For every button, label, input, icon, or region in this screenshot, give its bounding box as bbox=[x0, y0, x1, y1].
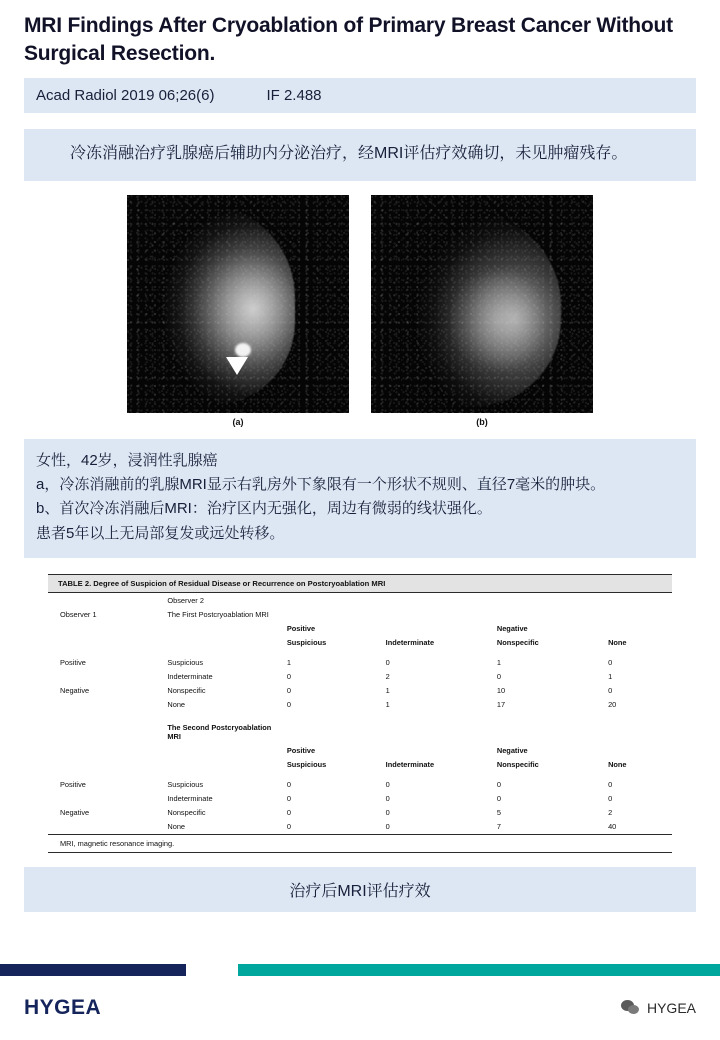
cell: 2 bbox=[608, 808, 613, 818]
wechat-icon bbox=[621, 1000, 640, 1016]
cell: 0 bbox=[286, 780, 291, 790]
journal-citation: Acad Radiol 2019 06;26(6) bbox=[36, 87, 215, 105]
bar-teal bbox=[238, 964, 720, 976]
table-row bbox=[48, 778, 672, 792]
table-row bbox=[48, 758, 672, 772]
cell: 0 bbox=[286, 685, 291, 695]
table-row bbox=[48, 621, 672, 635]
cell: 10 bbox=[496, 685, 506, 695]
row-observer: Positive bbox=[60, 780, 86, 790]
cell: 0 bbox=[385, 657, 390, 667]
figure-b-label: (b) bbox=[476, 416, 488, 427]
col-nonspecific: Nonspecific bbox=[496, 637, 539, 647]
journal-bar bbox=[24, 78, 696, 113]
arrow-pointer-icon bbox=[226, 357, 248, 375]
figure-a bbox=[127, 195, 349, 427]
cell: 0 bbox=[286, 822, 291, 832]
cell: 1 bbox=[608, 671, 613, 681]
cell: 0 bbox=[496, 794, 501, 804]
bar-navy bbox=[0, 964, 186, 976]
row-observer: Negative bbox=[60, 685, 90, 695]
row-category: Indeterminate bbox=[167, 671, 213, 681]
cell: 1 bbox=[496, 657, 501, 667]
cell: 1 bbox=[286, 657, 291, 667]
table-row bbox=[48, 792, 672, 806]
cell: 0 bbox=[385, 808, 390, 818]
cell: 1 bbox=[385, 699, 390, 709]
page-footer bbox=[0, 976, 720, 1040]
cell: 0 bbox=[286, 808, 291, 818]
cell: 0 bbox=[496, 780, 501, 790]
row-category: Indeterminate bbox=[167, 794, 213, 804]
cell: 0 bbox=[608, 794, 613, 804]
bar-gap bbox=[186, 964, 238, 976]
row-observer bbox=[48, 669, 165, 683]
mri-image-a bbox=[127, 195, 349, 413]
figure-row bbox=[24, 195, 696, 427]
table-footnote: MRI, magnetic resonance imaging. bbox=[48, 834, 672, 852]
summary-banner: 治疗后MRI评估疗效 bbox=[24, 867, 696, 912]
group2-positive-header: Positive bbox=[286, 746, 316, 756]
cell: 1 bbox=[385, 685, 390, 695]
group2-heading: The Second Postcryoablation MRI bbox=[167, 723, 272, 742]
breast-inner-b bbox=[429, 247, 547, 387]
row-category: None bbox=[167, 699, 186, 709]
cell: 0 bbox=[385, 780, 390, 790]
decorative-bars bbox=[0, 964, 720, 976]
row-observer: Negative bbox=[60, 808, 90, 818]
row-observer bbox=[48, 820, 165, 834]
row-category: Nonspecific bbox=[167, 685, 206, 695]
table-row bbox=[48, 607, 672, 621]
journal-impact-factor: IF 2.488 bbox=[266, 87, 322, 105]
cell: 0 bbox=[385, 822, 390, 832]
row-category: None bbox=[167, 822, 186, 832]
table-row bbox=[48, 683, 672, 697]
row-observer bbox=[48, 792, 165, 806]
caption-line-1: 女性，42岁，浸润性乳腺癌 bbox=[36, 451, 218, 469]
observer1-label: Observer 1 bbox=[60, 609, 97, 619]
col-nonspecific: Nonspecific bbox=[496, 760, 539, 770]
col-suspicious: Suspicious bbox=[286, 637, 327, 647]
cell: 0 bbox=[286, 794, 291, 804]
table-title: TABLE 2. Degree of Suspicion of Residual Disease or Recurrence on Postcryoablation MRI bbox=[48, 575, 672, 593]
col-none: None bbox=[608, 760, 627, 770]
group1-positive-header: Positive bbox=[286, 623, 316, 633]
row-observer bbox=[48, 697, 165, 711]
table-row bbox=[48, 806, 672, 820]
col-indeterminate: Indeterminate bbox=[385, 637, 435, 647]
lesion-marker bbox=[235, 343, 251, 357]
cell: 7 bbox=[496, 822, 501, 832]
cell: 0 bbox=[608, 657, 613, 667]
cell: 40 bbox=[608, 822, 617, 832]
figure-a-label: (a) bbox=[232, 416, 244, 427]
cell: 0 bbox=[608, 685, 613, 695]
page-title: MRI Findings After Cryoablation of Primary Breast Cancer Without Surgical Resection. bbox=[24, 14, 673, 66]
table-row bbox=[48, 669, 672, 683]
wechat-account-label: HYGEA bbox=[646, 1000, 696, 1016]
table-row bbox=[48, 697, 672, 711]
observer2-label: Observer 2 bbox=[167, 595, 204, 605]
cell: 0 bbox=[608, 780, 613, 790]
table-row bbox=[48, 655, 672, 669]
row-category: Nonspecific bbox=[167, 808, 206, 818]
cell: 20 bbox=[608, 699, 617, 709]
caption-line-4: 患者5年以上无局部复发或远处转移。 bbox=[36, 524, 285, 542]
results-table bbox=[48, 574, 672, 853]
cell: 0 bbox=[286, 699, 291, 709]
caption-line-2: a，冷冻消融前的乳腺MRI显示右乳房外下象限有一个形状不规则、直径7毫米的肿块。 bbox=[36, 476, 606, 494]
table-row bbox=[48, 593, 672, 607]
cell: 0 bbox=[286, 671, 291, 681]
cell: 2 bbox=[385, 671, 390, 681]
table-row bbox=[48, 717, 672, 744]
group2-negative-header: Negative bbox=[496, 746, 528, 756]
figure-b bbox=[371, 195, 593, 427]
row-category: Suspicious bbox=[167, 780, 204, 790]
table-row bbox=[48, 820, 672, 834]
col-none: None bbox=[608, 637, 627, 647]
mri-image-b bbox=[371, 195, 593, 413]
col-indeterminate: Indeterminate bbox=[385, 760, 435, 770]
row-observer: Positive bbox=[60, 657, 86, 667]
row-category: Suspicious bbox=[167, 657, 204, 667]
group1-heading: The First Postcryoablation MRI bbox=[167, 609, 269, 619]
cell: 17 bbox=[496, 699, 506, 709]
wechat-account bbox=[621, 1000, 696, 1016]
table-row bbox=[48, 744, 672, 758]
caption-line-3: b、首次冷冻消融后MRI：治疗区内无强化，周边有微弱的线状强化。 bbox=[36, 500, 492, 518]
brand-logo: HYGEA bbox=[24, 996, 102, 1019]
cell: 5 bbox=[496, 808, 501, 818]
case-caption bbox=[24, 439, 696, 558]
cell: 0 bbox=[496, 671, 501, 681]
cell: 0 bbox=[385, 794, 390, 804]
col-suspicious: Suspicious bbox=[286, 760, 327, 770]
abstract-text: 冷冻消融治疗乳腺癌后辅助内分泌治疗，经MRI评估疗效确切，未见肿瘤残存。 bbox=[24, 129, 696, 181]
group1-negative-header: Negative bbox=[496, 623, 528, 633]
table-row bbox=[48, 635, 672, 649]
